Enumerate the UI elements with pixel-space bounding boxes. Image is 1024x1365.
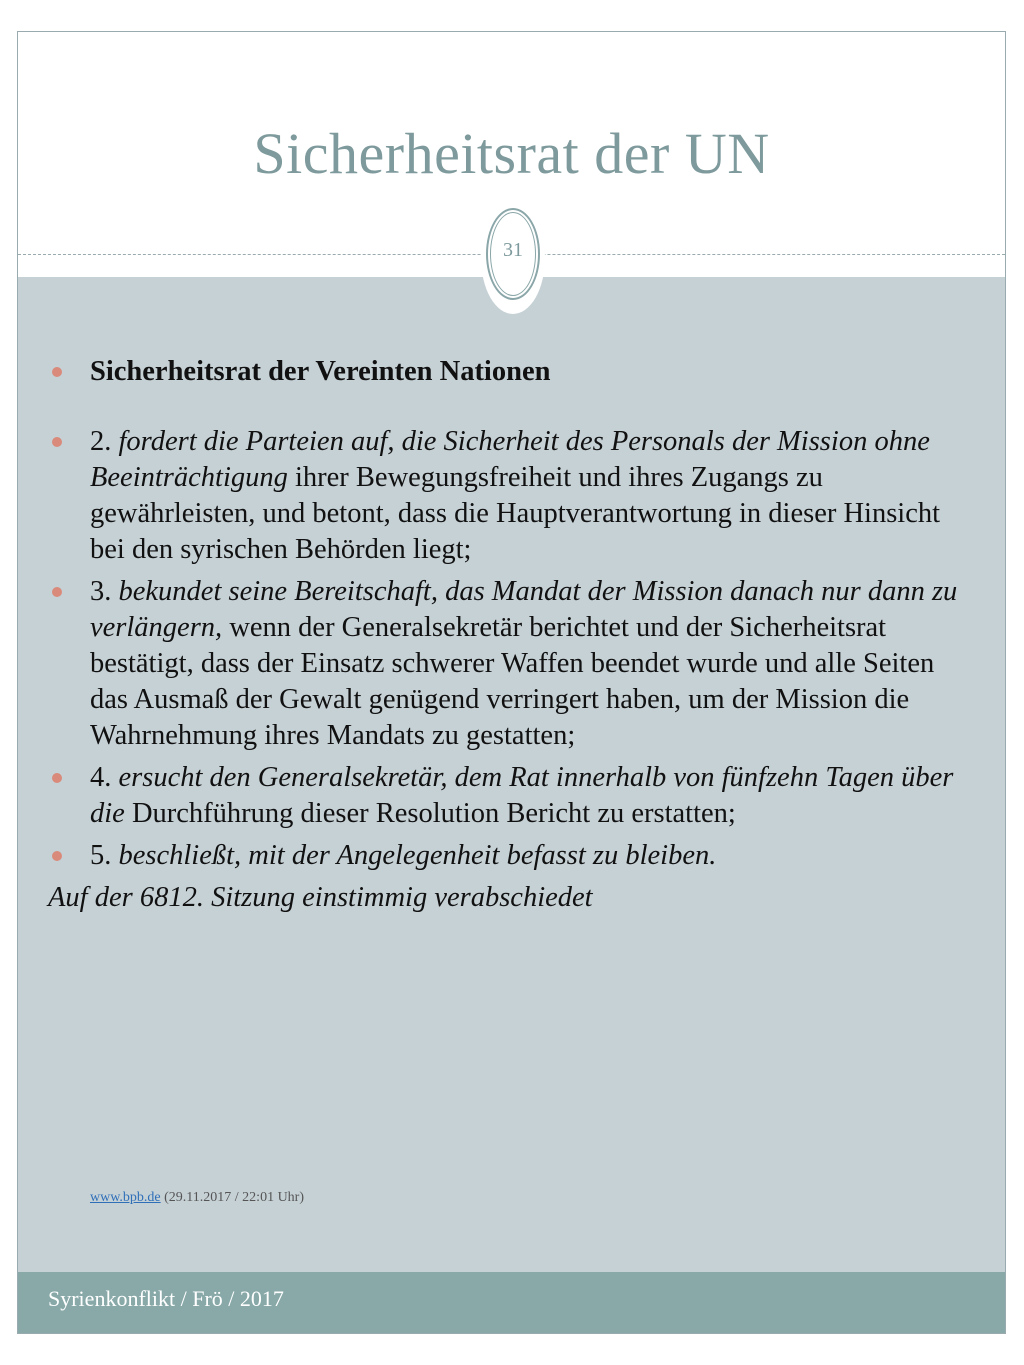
bullet-dot-icon xyxy=(52,851,62,861)
item-text: wenn der Generalsekretär berichtet und der Sicherheitsrat bestätigt, dass der Einsatz schwerer Waffen beendet wurde und alle Seiten das Ausmaß der Gewalt genügend verringert haben, um der Mission die Wahrnehmung ihres Mandats zu gestatten; xyxy=(90,612,935,751)
bullet-heading xyxy=(48,354,978,390)
bullet-item-4 xyxy=(48,760,978,832)
item-italic: bekundet seine Bereitschaft, das Mandat der Mission danach nur dann zu verlängern, xyxy=(90,576,958,643)
bullet-item-3 xyxy=(48,574,978,754)
page-number: 31 xyxy=(503,239,523,261)
slide-footer xyxy=(18,1272,1005,1334)
source-link[interactable]: www.bpb.de xyxy=(90,1190,161,1205)
item-number: 4. xyxy=(90,762,112,793)
bullet-dot-icon xyxy=(52,437,62,447)
item-text: Durchführung dieser Resolution Bericht zu erstatten; xyxy=(131,798,736,829)
closing-line: Auf der 6812. Sitzung einstimmig verabschiedet xyxy=(48,882,593,913)
item-text: ihrer Bewegungsfreiheit und ihres Zugangs zu gewährleisten, und betont, dass die Hauptverantwortung in dieser Hinsicht bei den syrischen Behörden liegt; xyxy=(90,462,941,565)
bullet-dot-icon xyxy=(52,773,62,783)
source-date: (29.11.2017 / 22:01 Uhr) xyxy=(164,1190,304,1205)
bullet-item-5 xyxy=(48,838,978,874)
footer-text: Syrienkonflikt / Frö / 2017 xyxy=(48,1286,284,1311)
heading-text: Sicherheitsrat der Vereinten Nationen xyxy=(90,356,551,387)
bullet-dot-icon xyxy=(52,367,62,377)
slide-content xyxy=(48,354,978,916)
item-italic: fordert die Parteien auf, die Sicherheit des Personals der Mission ohne Beeinträchtigung xyxy=(90,426,930,493)
item-number: 3. xyxy=(90,576,112,607)
source-citation xyxy=(90,1190,304,1206)
slide xyxy=(17,31,1006,1334)
item-number: 2. xyxy=(90,426,112,457)
item-italic: beschließt, mit der Angelegenheit befasst zu bleiben. xyxy=(118,840,717,871)
bullet-dot-icon xyxy=(52,587,62,597)
item-italic: ersucht den Generalsekretär, dem Rat innerhalb von fünfzehn Tagen über die xyxy=(90,762,954,829)
item-number: 5. xyxy=(90,840,112,871)
slide-title: Sicherheitsrat der UN xyxy=(253,121,770,186)
bullet-item-2 xyxy=(48,424,978,568)
